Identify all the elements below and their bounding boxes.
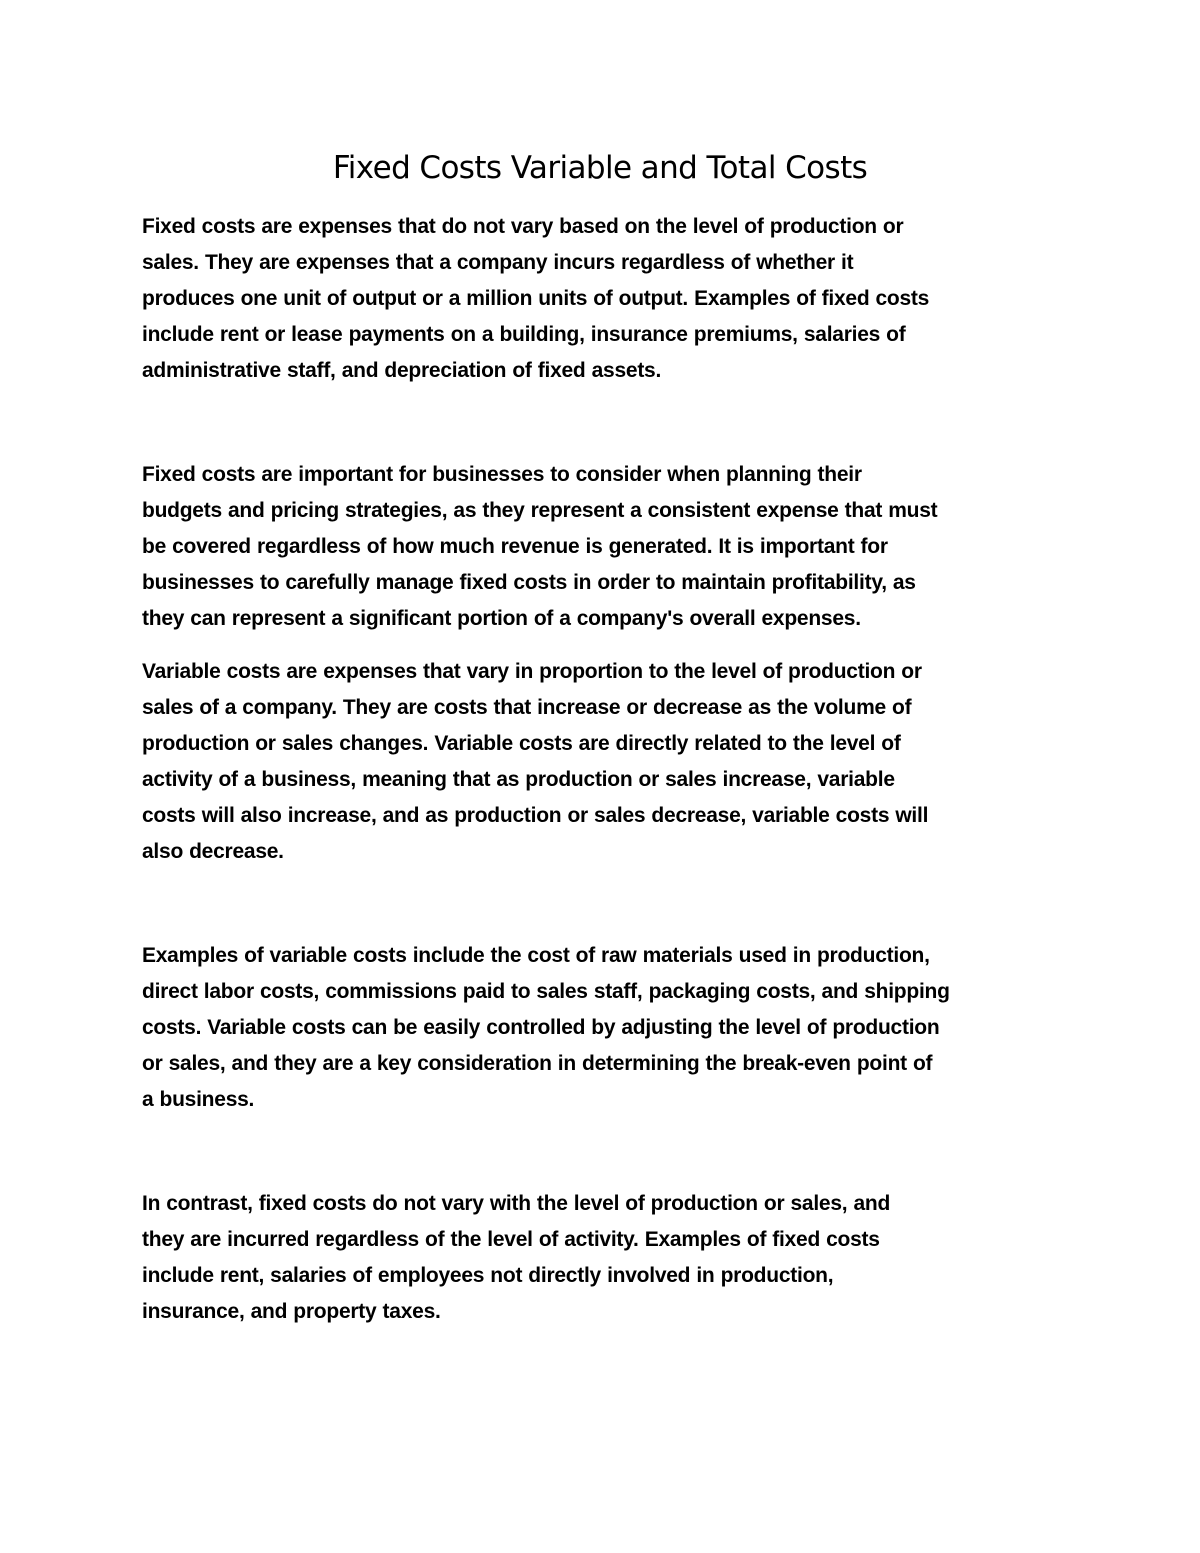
text-line: Fixed costs are expenses that do not vary based on the level of production or [142,215,904,238]
text-line: sales of a company. They are costs that increase or decrease as the volume of [142,696,912,719]
text-line: sales. They are expenses that a company incurs regardless of whether it [142,251,854,274]
paragraph-variable-costs-definition [142,654,1082,870]
text-line: activity of a business, meaning that as production or sales increase, variable [142,768,895,791]
paragraph-fixed-costs-importance [142,457,1082,637]
text-line: businesses to carefully manage fixed costs in order to maintain profitability, as [142,571,916,594]
text-line: they are incurred regardless of the level of activity. Examples of fixed costs [142,1228,880,1251]
text-line: include rent, salaries of employees not directly involved in production, [142,1264,834,1287]
text-line: or sales, and they are a key consideration in determining the break-even point of [142,1052,933,1075]
text-line: budgets and pricing strategies, as they represent a consistent expense that must [142,499,938,522]
paragraph-fixed-costs-contrast [142,1186,1082,1330]
text-line: also decrease. [142,840,284,863]
text-line: include rent or lease payments on a building, insurance premiums, salaries of [142,323,906,346]
paragraph-variable-costs-examples [142,938,1082,1118]
text-line: insurance, and property taxes. [142,1300,441,1323]
paragraph-fixed-costs-definition [142,209,1082,389]
text-line: produces one unit of output or a million units of output. Examples of fixed costs [142,287,930,310]
text-line: direct labor costs, commissions paid to sales staff, packaging costs, and shipping [142,980,950,1003]
text-line: In contrast, fixed costs do not vary with the level of production or sales, and [142,1192,891,1215]
text-line: costs will also increase, and as production or sales decrease, variable costs will [142,804,929,827]
text-line: costs. Variable costs can be easily controlled by adjusting the level of production [142,1016,940,1039]
text-line: production or sales changes. Variable costs are directly related to the level of [142,732,901,755]
text-line: Variable costs are expenses that vary in proportion to the level of production or [142,660,922,683]
text-line: Fixed costs are important for businesses to consider when planning their [142,463,862,486]
text-line: they can represent a significant portion of a company's overall expenses. [142,607,861,630]
text-line: be covered regardless of how much revenue is generated. It is important for [142,535,888,558]
text-line: administrative staff, and depreciation of fixed assets. [142,359,662,382]
text-line: a business. [142,1088,255,1111]
text-line: Examples of variable costs include the cost of raw materials used in production, [142,944,930,967]
document-title: Fixed Costs Variable and Total Costs [332,150,868,186]
